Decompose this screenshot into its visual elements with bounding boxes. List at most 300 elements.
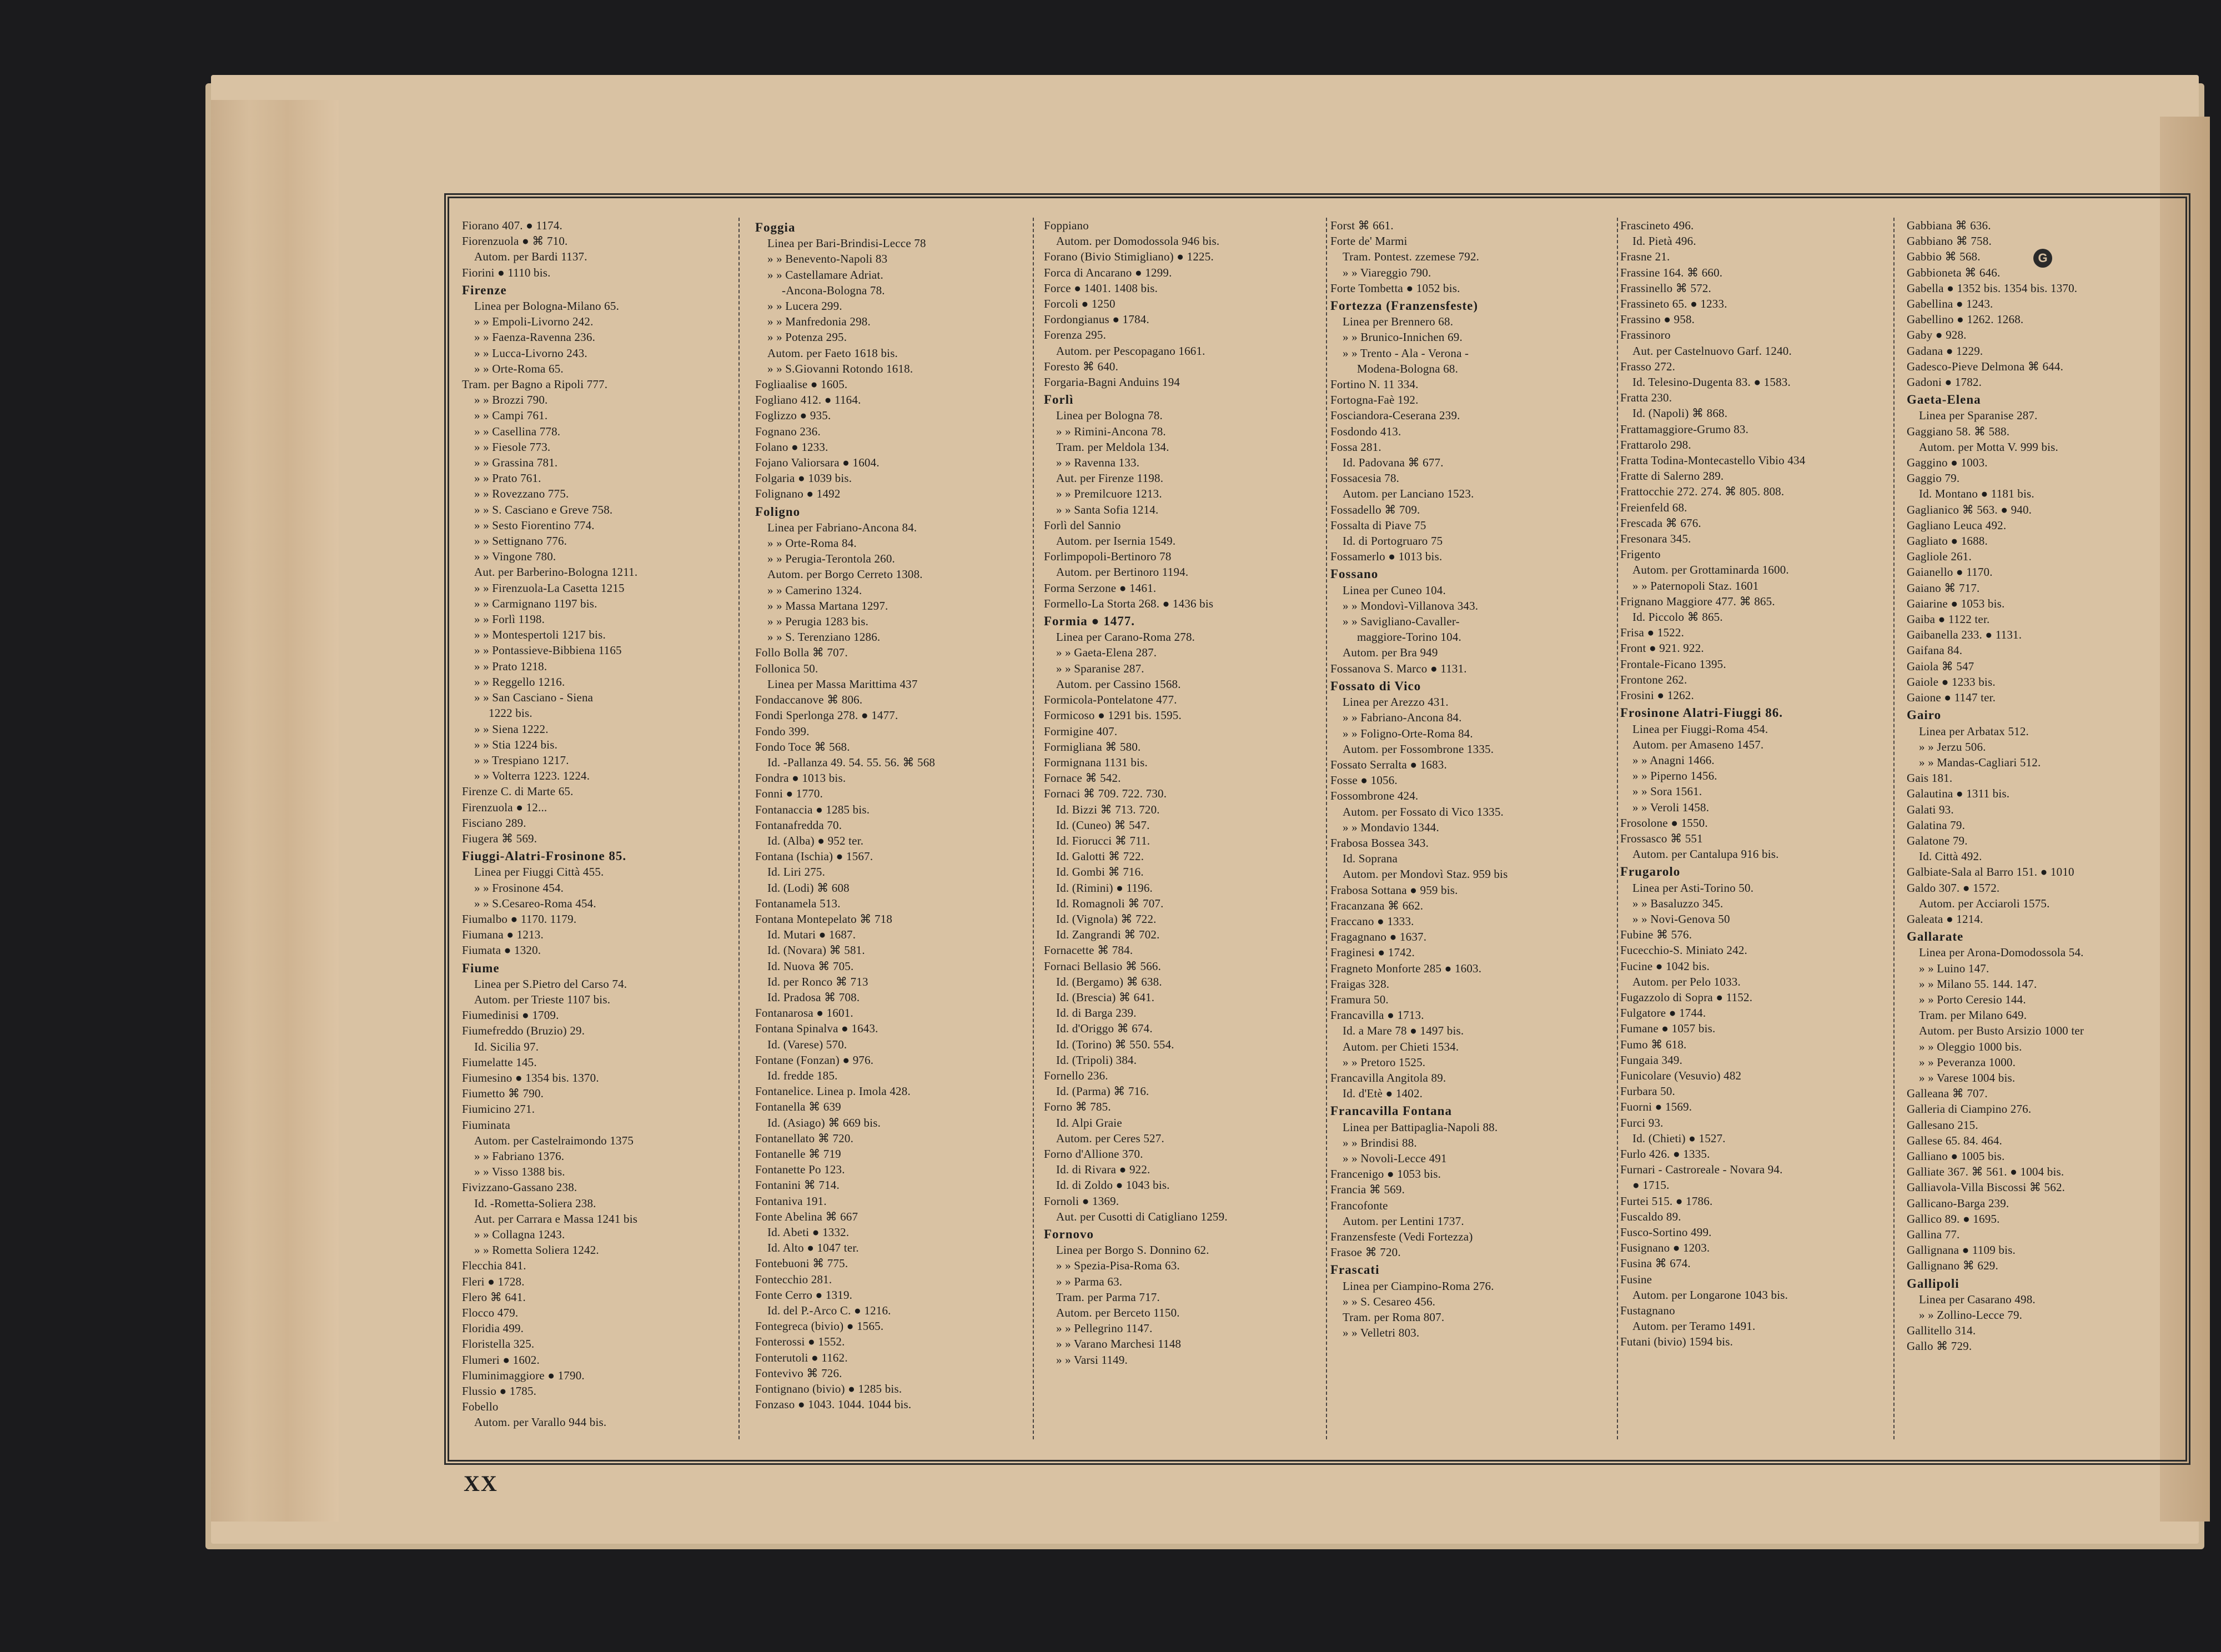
index-entry: » » Camerino 1324.: [767, 583, 862, 597]
index-entry: Frosini ● 1262.: [1620, 689, 1694, 702]
index-entry: maggiore-Torino 104.: [1357, 630, 1461, 644]
index-entry: » » Peveranza 1000.: [1919, 1055, 2016, 1069]
index-entry: » » Parma 63.: [1056, 1274, 1123, 1288]
index-entry: Id. (Alba) ● 952 ter.: [767, 833, 864, 847]
index-entry: Autom. per Longarone 1043 bis.: [1632, 1288, 1788, 1302]
index-entry: Frabosa Sottana ● 959 bis.: [1330, 883, 1458, 897]
index-column-1: [462, 218, 735, 1450]
index-entry: Linea per S.Pietro del Carso 74.: [474, 977, 627, 991]
index-entry: » » Ravenna 133.: [1056, 456, 1140, 470]
index-entry: Linea per Arezzo 431.: [1343, 695, 1449, 709]
index-entry: Id. Abeti ● 1332.: [767, 1226, 850, 1239]
index-entry: Fondo Toce ⌘ 568.: [755, 740, 850, 754]
index-entry: Id. Zangrandi ⌘ 702.: [1056, 928, 1160, 942]
index-entry: Autom. per Pelo 1033.: [1632, 975, 1741, 988]
index-entry: » » Benevento-Napoli 83: [767, 252, 888, 266]
index-entry: Gagliato ● 1688.: [1907, 534, 1988, 548]
index-heading: Gallarate: [1907, 930, 1964, 944]
index-entry: » » Mondavio 1344.: [1343, 820, 1439, 834]
index-entry: Tram. Pontest. zzemese 792.: [1343, 250, 1480, 264]
index-entry: Autom. per Domodossola 946 bis.: [1056, 234, 1220, 248]
index-entry: Fragagnano ● 1637.: [1330, 930, 1427, 944]
index-entry: Frignano Maggiore 477. ⌘ 865.: [1620, 594, 1775, 608]
index-entry: Fonni ● 1770.: [755, 787, 823, 801]
index-entry: Gaiola ⌘ 547: [1907, 659, 1974, 673]
index-entry: Folignano ● 1492: [755, 487, 841, 501]
index-entry: Autom. per Borgo Cerreto 1308.: [767, 568, 923, 581]
index-entry: Forte de' Marmi: [1330, 234, 1408, 248]
index-entry: Fiorano 407. ● 1174.: [462, 219, 562, 232]
index-entry: Fossalta di Piave 75: [1330, 518, 1426, 532]
index-entry: Id. (Lodi) ⌘ 608: [767, 881, 850, 895]
index-entry: Fondi Sperlonga 278. ● 1477.: [755, 709, 898, 722]
index-entry: Fonterossi ● 1552.: [755, 1335, 845, 1349]
index-entry: » » Piperno 1456.: [1632, 769, 1717, 783]
index-entry: Fontana Spinalva ● 1643.: [755, 1022, 878, 1036]
index-entry: Id. Bizzi ⌘ 713. 720.: [1056, 802, 1160, 816]
index-entry: » » Foligno-Orte-Roma 84.: [1343, 726, 1473, 740]
index-entry: Forca di Ancarano ● 1299.: [1044, 265, 1172, 279]
index-entry: » » Sesto Fiorentino 774.: [474, 518, 595, 532]
index-entry: Gabbiana ⌘ 636.: [1907, 219, 1991, 232]
index-entry: Forno d'Allione 370.: [1044, 1147, 1143, 1161]
index-heading: Gairo: [1907, 708, 1942, 722]
index-entry: Francia ⌘ 569.: [1330, 1183, 1405, 1197]
index-entry: Gaggino ● 1003.: [1907, 456, 1988, 470]
index-entry: » » Viareggio 790.: [1343, 265, 1431, 279]
index-entry: » » San Casciano - Siena: [474, 691, 594, 705]
index-entry: Fondaccanove ⌘ 806.: [755, 693, 863, 707]
index-entry: Fraccano ● 1333.: [1330, 914, 1414, 928]
index-entry: Fornello 236.: [1044, 1068, 1108, 1082]
index-entry: Gaiba ● 1122 ter.: [1907, 612, 1990, 626]
index-entry: Fognano 236.: [755, 424, 821, 438]
index-entry: Id. (Bergamo) ⌘ 638.: [1056, 975, 1162, 988]
index-entry: Formigine 407.: [1044, 724, 1118, 738]
index-entry: Fordongianus ● 1784.: [1044, 313, 1149, 327]
index-entry: Fontanette Po 123.: [755, 1163, 845, 1177]
index-entry: Fontanellato ⌘ 720.: [755, 1131, 854, 1145]
index-entry: » » Mondovì-Villanova 343.: [1343, 599, 1479, 612]
index-column-4: [1330, 218, 1604, 1450]
index-entry: Gallicano-Barga 239.: [1907, 1196, 2009, 1210]
index-entry: Foglizzo ● 935.: [755, 409, 831, 423]
index-entry: » » Pretoro 1525.: [1343, 1055, 1426, 1069]
index-entry: Fiumesino ● 1354 bis. 1370.: [462, 1071, 599, 1084]
index-entry: » » Savigliano-Cavaller-: [1343, 615, 1460, 629]
index-entry: Fossombrone 424.: [1330, 789, 1419, 803]
index-entry: » » Potenza 295.: [767, 330, 847, 344]
index-entry: » » Oleggio 1000 bis.: [1919, 1040, 2022, 1053]
index-entry: Autom. per Varallo 944 bis.: [474, 1415, 607, 1429]
index-entry: Tram. per Meldola 134.: [1056, 440, 1169, 454]
index-entry: Furlo 426. ● 1335.: [1620, 1147, 1710, 1161]
index-entry: Formicola-Pontelatone 477.: [1044, 693, 1177, 707]
index-entry: » » Collagna 1243.: [474, 1228, 565, 1241]
index-entry: Fosciandora-Ceserana 239.: [1330, 409, 1460, 423]
index-heading: Fiuggi-Alatri-Frosinone 85.: [462, 849, 627, 863]
index-entry: » » Lucera 299.: [767, 299, 842, 313]
index-entry: Frabosa Bossea 343.: [1330, 836, 1429, 850]
index-entry: » » Faenza-Ravenna 236.: [474, 330, 596, 344]
index-entry: Fosdondo 413.: [1330, 424, 1401, 438]
index-entry: Fiorenzuola ● ⌘ 710.: [462, 234, 568, 248]
index-entry: » » Varano Marchesi 1148: [1056, 1337, 1182, 1351]
index-entry: Gaibanella 233. ● 1131.: [1907, 628, 2022, 642]
index-entry: Gaby ● 928.: [1907, 328, 1967, 342]
index-entry: Fraigas 328.: [1330, 977, 1390, 991]
index-entry: » » Frosinone 454.: [474, 881, 564, 895]
index-entry: Id. Città 492.: [1919, 850, 1982, 863]
index-heading: Fossato di Vico: [1330, 679, 1421, 693]
index-column-3: [1044, 218, 1317, 1450]
index-entry: Fuorni ● 1569.: [1620, 1100, 1692, 1114]
index-entry: » » Pontassieve-Bibbiena 1165: [474, 644, 622, 657]
index-entry: » » Fabriano 1376.: [474, 1149, 565, 1163]
index-entry: Galatone 79.: [1907, 833, 1968, 847]
index-entry: Linea per Battipaglia-Napoli 88.: [1343, 1120, 1498, 1134]
index-entry: Flumeri ● 1602.: [462, 1353, 540, 1367]
index-entry: Fratta 230.: [1620, 391, 1672, 405]
index-entry: Id. di Zoldo ● 1043 bis.: [1056, 1178, 1170, 1192]
index-entry: Gallignana ● 1109 bis.: [1907, 1243, 2016, 1257]
index-entry: Frassinello ⌘ 572.: [1620, 281, 1712, 295]
index-entry: Id. fredde 185.: [767, 1068, 838, 1082]
index-entry: » » Velletri 803.: [1343, 1326, 1420, 1340]
index-entry: Fortino N. 11 334.: [1330, 378, 1419, 391]
index-entry: -Ancona-Bologna 78.: [782, 283, 885, 297]
index-entry: Id. -Rometta-Soliera 238.: [474, 1196, 596, 1210]
index-entry: » » Spezia-Pisa-Roma 63.: [1056, 1259, 1180, 1273]
index-entry: Gabella ● 1352 bis. 1354 bis. 1370.: [1907, 281, 2078, 295]
index-entry: Fondo 399.: [755, 724, 810, 738]
index-entry: » » Lucca-Livorno 243.: [474, 346, 587, 360]
index-entry: Frontone 262.: [1620, 672, 1687, 686]
index-entry: Galeata ● 1214.: [1907, 912, 1983, 926]
index-entry: Folgaria ● 1039 bis.: [755, 471, 852, 485]
index-entry: Tram. per Parma 717.: [1056, 1290, 1160, 1304]
index-entry: Fresonara 345.: [1620, 532, 1691, 546]
index-entry: » » Sparanise 287.: [1056, 661, 1144, 675]
index-entry: » » Volterra 1223. 1224.: [474, 769, 590, 783]
index-entry: Fiumalbo ● 1170. 1179.: [462, 912, 577, 926]
index-entry: Flocco 479.: [462, 1306, 519, 1320]
index-entry: Gallina 77.: [1907, 1228, 1960, 1241]
index-entry: Id. (Vignola) ⌘ 722.: [1056, 912, 1157, 926]
index-entry: Galatina 79.: [1907, 818, 1966, 832]
index-entry: Autom. per Acciaroli 1575.: [1919, 896, 2050, 910]
index-heading: Foggia: [755, 220, 796, 234]
index-entry: Fornoli ● 1369.: [1044, 1194, 1119, 1208]
index-entry: Gaglianico ⌘ 563. ● 940.: [1907, 503, 2032, 516]
index-entry: Funicolare (Vesuvio) 482: [1620, 1068, 1742, 1082]
index-entry: » » Zollino-Lecce 79.: [1919, 1308, 2023, 1322]
index-entry: Aut. per Castelnuovo Garf. 1240.: [1632, 344, 1792, 358]
index-entry: Fornace ⌘ 542.: [1044, 771, 1121, 785]
index-entry: Fonte Cerro ● 1319.: [755, 1288, 853, 1302]
index-entry: Id. Romagnoli ⌘ 707.: [1056, 896, 1164, 910]
index-entry: Fluminimaggiore ● 1790.: [462, 1368, 585, 1382]
index-entry: Autom. per Cantalupa 916 bis.: [1632, 847, 1779, 861]
index-entry: Autom. per Pescopagano 1661.: [1056, 344, 1205, 358]
index-entry: Linea per Arbatax 512.: [1919, 724, 2029, 738]
index-column-6: [1907, 218, 2180, 1450]
index-entry: Id. -Pallanza 49. 54. 55. 56. ⌘ 568: [767, 755, 936, 769]
index-entry: Fontanini ⌘ 714.: [755, 1178, 840, 1192]
index-entry: Fracanzana ⌘ 662.: [1330, 898, 1424, 912]
column-divider-3: [1326, 218, 1327, 1439]
index-entry: Fobello: [462, 1400, 499, 1414]
index-entry: » » Grassina 781.: [474, 456, 558, 470]
index-entry: Tram. per Bagno a Ripoli 777.: [462, 378, 608, 391]
index-entry: Fornaci ⌘ 709. 722. 730.: [1044, 787, 1167, 801]
index-entry: Gabellino ● 1262. 1268.: [1907, 313, 2024, 327]
index-entry: Gaiarine ● 1053 bis.: [1907, 596, 2005, 610]
column-divider-5: [1893, 218, 1895, 1439]
index-entry: » » Perugia-Terontola 260.: [767, 552, 896, 566]
index-entry: Id. Alpi Graie: [1056, 1116, 1122, 1129]
index-entry: » » S. Casciano e Greve 758.: [474, 503, 613, 516]
index-entry: » » Reggello 1216.: [474, 675, 565, 689]
index-entry: Fisciano 289.: [462, 816, 526, 830]
index-entry: Id. Liri 275.: [767, 865, 826, 879]
index-entry: Id. (Novara) ⌘ 581.: [767, 943, 865, 957]
column-divider-2: [1033, 218, 1034, 1439]
index-entry: Fontanarosa ● 1601.: [755, 1006, 853, 1020]
index-entry: Fontane (Fonzan) ● 976.: [755, 1053, 874, 1067]
index-entry: Fiuminata: [462, 1118, 510, 1132]
index-entry: Autom. per Busto Arsizio 1000 ter: [1919, 1024, 2084, 1038]
index-entry: Id. del P.-Arco C. ● 1216.: [767, 1304, 891, 1318]
index-entry: Forgaria-Bagni Anduins 194: [1044, 375, 1180, 389]
index-entry: » » Novoli-Lecce 491: [1343, 1151, 1447, 1165]
index-entry: Id. Piccolo ⌘ 865.: [1632, 610, 1723, 624]
index-entry: Forst ⌘ 661.: [1330, 219, 1394, 232]
index-entry: Fonterutoli ● 1162.: [755, 1350, 848, 1364]
index-entry: Galdo 307. ● 1572.: [1907, 881, 2000, 895]
index-entry: Aut. per Cusotti di Catigliano 1259.: [1056, 1209, 1228, 1223]
index-entry: » » Mandas-Cagliari 512.: [1919, 755, 2041, 769]
index-entry: Force ● 1401. 1408 bis.: [1044, 281, 1158, 295]
index-entry: » » Brunico-Innichen 69.: [1343, 330, 1463, 344]
index-entry: Foppiano: [1044, 219, 1089, 232]
index-entry: Galliavola-Villa Biscossi ⌘ 562.: [1907, 1181, 2066, 1194]
index-entry: Autom. per Isernia 1549.: [1056, 534, 1176, 548]
index-entry: Fortogna-Faè 192.: [1330, 393, 1419, 407]
index-entry: Frisa ● 1522.: [1620, 626, 1685, 640]
index-entry: Frasne 21.: [1620, 250, 1670, 264]
index-entry: Id. (Tripoli) 384.: [1056, 1053, 1137, 1067]
column-divider-1: [738, 218, 740, 1439]
index-entry: Fusina ⌘ 674.: [1620, 1257, 1691, 1271]
index-entry: » » Anagni 1466.: [1632, 753, 1715, 767]
index-entry: Fratta Todina-Montecastello Vibio 434: [1620, 454, 1806, 468]
index-entry: Fucine ● 1042 bis.: [1620, 959, 1710, 973]
index-entry: Frosolone ● 1550.: [1620, 816, 1708, 830]
index-entry: Fontanafredda 70.: [755, 818, 842, 832]
index-entry: Autom. per Teramo 1491.: [1632, 1319, 1756, 1333]
index-heading: Firenze: [462, 283, 507, 297]
index-entry: Formignana 1131 bis.: [1044, 755, 1148, 769]
index-entry: Fontana (Ischia) ● 1567.: [755, 850, 873, 863]
index-entry: » » Prato 761.: [474, 471, 541, 485]
index-entry: Linea per Massa Marittima 437: [767, 677, 918, 691]
index-entry: » » Manfredonia 298.: [767, 315, 871, 329]
index-entry: ● 1715.: [1632, 1178, 1670, 1192]
index-entry: » » Sora 1561.: [1632, 785, 1702, 799]
index-entry: Fornaci Bellasio ⌘ 566.: [1044, 959, 1162, 973]
index-entry: » » Luino 147.: [1919, 961, 1989, 975]
index-entry: Gais 181.: [1907, 771, 1953, 785]
index-entry: Autom. per Motta V. 999 bis.: [1919, 440, 2058, 454]
index-entry: Linea per Bari-Brindisi-Lecce 78: [767, 237, 926, 250]
index-entry: Fontanaccia ● 1285 bis.: [755, 802, 870, 816]
index-entry: » » Prato 1218.: [474, 659, 547, 673]
index-entry: » » Massa Martana 1297.: [767, 599, 888, 612]
index-entry: » » Basaluzzo 345.: [1632, 896, 1723, 910]
index-entry: Id. d'Etè ● 1402.: [1343, 1087, 1423, 1101]
index-entry: Id. d'Origgo ⌘ 674.: [1056, 1022, 1153, 1036]
index-entry: Id. Nuova ⌘ 705.: [767, 959, 854, 973]
index-entry: Fondra ● 1013 bis.: [755, 771, 846, 785]
index-entry: Forenza 295.: [1044, 328, 1107, 342]
index-entry: » » Milano 55. 144. 147.: [1919, 977, 2037, 991]
index-entry: » » S. Terenziano 1286.: [767, 630, 881, 644]
index-entry: » » Siena 1222.: [474, 722, 549, 736]
index-entry: Id. Mutari ● 1687.: [767, 928, 856, 942]
index-entry: Id. (Brescia) ⌘ 641.: [1056, 990, 1155, 1004]
index-entry: » » Orte-Roma 65.: [474, 361, 564, 375]
index-entry: Forlì del Sannio: [1044, 518, 1121, 532]
index-entry: » » Firenzuola-La Casetta 1215: [474, 581, 625, 595]
index-entry: Aut. per Firenze 1198.: [1056, 471, 1164, 485]
index-entry: Furtei 515. ● 1786.: [1620, 1194, 1713, 1208]
index-entry: Id. Gombi ⌘ 716.: [1056, 865, 1144, 879]
index-entry: Autom. per Bertinoro 1194.: [1056, 565, 1189, 579]
index-entry: Floristella 325.: [462, 1337, 535, 1351]
index-entry: Fusine: [1620, 1272, 1652, 1286]
index-entry: Fuscaldo 89.: [1620, 1209, 1681, 1223]
index-heading: Fortezza (Franzensfeste): [1330, 299, 1479, 313]
index-entry: Linea per Fiuggi-Roma 454.: [1632, 722, 1768, 736]
index-entry: Fossa 281.: [1330, 440, 1381, 454]
index-entry: Autom. per Mondovì Staz. 959 bis: [1343, 867, 1508, 881]
index-heading: Gallipoli: [1907, 1276, 1959, 1291]
index-entry: Firenzuola ● 12...: [462, 800, 547, 814]
index-heading: Fossano: [1330, 567, 1379, 581]
index-entry: Fontevivo ⌘ 726.: [755, 1366, 842, 1380]
index-entry: Front ● 921. 922.: [1620, 641, 1704, 655]
index-entry: » » Paternopoli Staz. 1601: [1632, 579, 1759, 592]
index-entry: Gagliole 261.: [1907, 550, 1972, 564]
index-entry: Gabellina ● 1243.: [1907, 297, 1993, 311]
column-divider-4: [1617, 218, 1618, 1439]
index-entry: Linea per Ciampino-Roma 276.: [1343, 1279, 1494, 1293]
index-heading: Foligno: [755, 504, 801, 519]
index-heading: Gaeta-Elena: [1907, 393, 1981, 407]
index-entry: Autom. per Fossombrone 1335.: [1343, 742, 1494, 756]
index-entry: Floridia 499.: [462, 1322, 524, 1335]
index-entry: Futani (bivio) 1594 bis.: [1620, 1335, 1733, 1349]
index-entry: Tram. per Roma 807.: [1343, 1310, 1445, 1324]
index-entry: Francenigo ● 1053 bis.: [1330, 1167, 1441, 1181]
index-entry: Gaggio 79.: [1907, 471, 1960, 485]
index-heading: Formia ● 1477.: [1044, 614, 1135, 629]
index-entry: Autom. per Castelraimondo 1375: [474, 1133, 634, 1147]
index-entry: Fontana Montepelato ⌘ 718: [755, 912, 893, 926]
index-heading: Forlì: [1044, 393, 1074, 407]
index-entry: » » Santa Sofia 1214.: [1056, 503, 1159, 516]
index-entry: Id. (Cuneo) ⌘ 547.: [1056, 818, 1150, 832]
index-entry: » » Perugia 1283 bis.: [767, 615, 869, 629]
index-entry: Id. (Torino) ⌘ 550. 554.: [1056, 1037, 1174, 1051]
index-entry: Fojano Valiorsara ● 1604.: [755, 456, 880, 470]
index-entry: Id. di Portogruaro 75: [1343, 534, 1443, 548]
index-entry: Furbara 50.: [1620, 1084, 1676, 1098]
index-entry: Fiumana ● 1213.: [462, 928, 544, 942]
index-entry: Autom. per Lanciano 1523.: [1343, 487, 1474, 501]
index-entry: Fornacette ⌘ 784.: [1044, 943, 1133, 957]
index-entry: Frasso 272.: [1620, 359, 1676, 373]
index-entry: Furci 93.: [1620, 1116, 1664, 1129]
index-entry: Formigliana ⌘ 580.: [1044, 740, 1141, 754]
index-entry: Follonica 50.: [755, 661, 818, 675]
index-entry: Forma Serzone ● 1461.: [1044, 581, 1157, 595]
index-entry: Fiumata ● 1320.: [462, 943, 541, 957]
index-entry: Gaiano ⌘ 717.: [1907, 581, 1980, 595]
index-entry: Id. per Ronco ⌘ 713: [767, 975, 868, 988]
index-entry: Francavilla Angitola 89.: [1330, 1071, 1446, 1084]
index-entry: Frattarolo 298.: [1620, 438, 1691, 451]
index-entry: Fogliano 412. ● 1164.: [755, 393, 861, 407]
index-entry: Galliate 367. ⌘ 561. ● 1004 bis.: [1907, 1165, 2064, 1179]
index-entry: Flecchia 841.: [462, 1259, 526, 1273]
index-entry: Gaione ● 1147 ter.: [1907, 691, 1996, 705]
index-entry: Autom. per Chieti 1534.: [1343, 1040, 1459, 1053]
index-entry: » » Trento - Ala - Verona -: [1343, 346, 1469, 360]
index-entry: Fungaia 349.: [1620, 1053, 1683, 1067]
index-entry: Fiorini ● 1110 bis.: [462, 265, 551, 279]
index-entry: » » Gaeta-Elena 287.: [1056, 646, 1157, 660]
index-entry: Fiumedinisi ● 1709.: [462, 1008, 559, 1022]
index-entry: Fossanova S. Marco ● 1131.: [1330, 661, 1467, 675]
index-entry: Gabbiano ⌘ 758.: [1907, 234, 1992, 248]
index-entry: Fosse ● 1056.: [1330, 774, 1398, 787]
index-entry: Frassine 164. ⌘ 660.: [1620, 265, 1723, 279]
index-entry: Folano ● 1233.: [755, 440, 828, 454]
index-entry: Fulgatore ● 1744.: [1620, 1006, 1706, 1020]
index-entry: Framura 50.: [1330, 992, 1389, 1006]
index-entry: Tram. per Milano 649.: [1919, 1008, 2027, 1022]
index-entry: Gallesano 215.: [1907, 1118, 1978, 1132]
index-heading: Francavilla Fontana: [1330, 1104, 1452, 1118]
index-entry: » » Trespiano 1217.: [474, 753, 569, 767]
page-number: XX: [464, 1471, 498, 1496]
index-entry: Gaiole ● 1233 bis.: [1907, 675, 1996, 689]
index-entry: Gagliano Leuca 492.: [1907, 518, 2007, 532]
index-entry: Id. di Barga 239.: [1056, 1006, 1137, 1020]
index-entry: Id. Fiorucci ⌘ 711.: [1056, 833, 1150, 847]
index-entry: Frossasco ⌘ 551: [1620, 831, 1703, 845]
index-entry: Fontebuoni ⌘ 775.: [755, 1257, 848, 1271]
index-entry: Furnari - Castroreale - Novara 94.: [1620, 1163, 1783, 1177]
index-entry: Id. Sicilia 97.: [474, 1040, 539, 1053]
index-entry: » » S.Giovanni Rotondo 1618.: [767, 361, 913, 375]
index-entry: Fratte di Salerno 289.: [1620, 469, 1724, 483]
index-entry: Fossato Serralta ● 1683.: [1330, 757, 1447, 771]
index-entry: Fossadello ⌘ 709.: [1330, 503, 1420, 516]
index-entry: Fonte Abelina ⌘ 667: [755, 1209, 858, 1223]
